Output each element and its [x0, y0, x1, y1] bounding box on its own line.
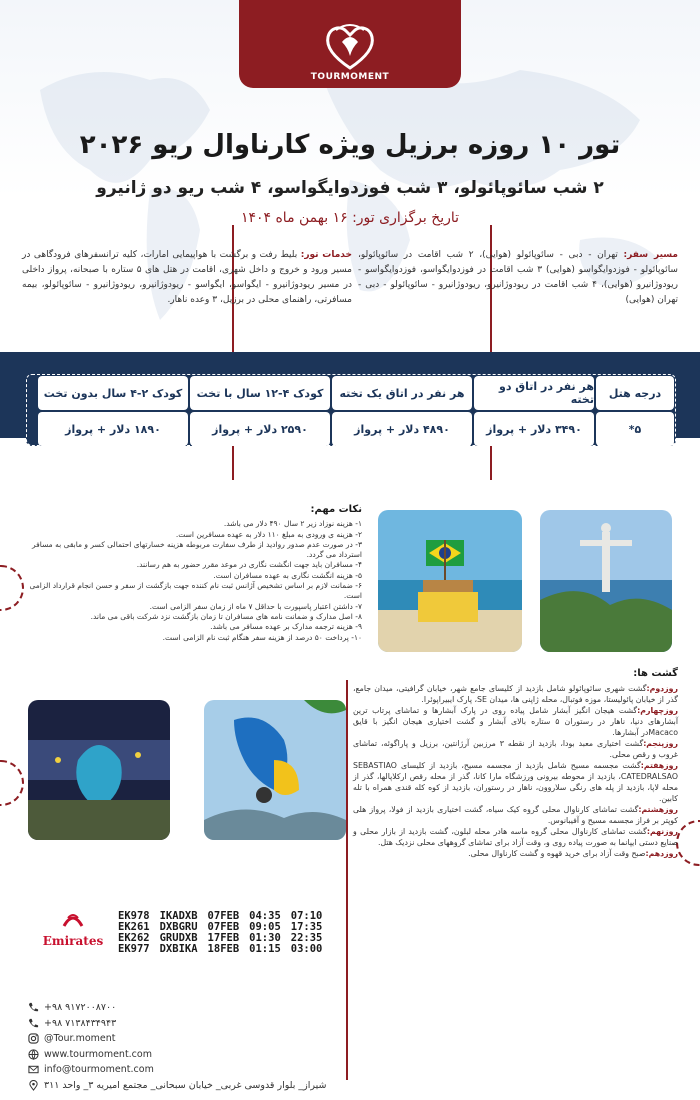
note-item: ۷- داشتن اعتبار پاسپورت با حداقل ۷ ماه از زمان سفر الزامی است. — [149, 601, 362, 611]
contact-phone — [28, 1016, 326, 1032]
flight-number: EK261 — [118, 921, 150, 933]
tour-text: گشت شهری سائوپائولو شامل بازدید از کلیسای جامع شهر، خیابان گرافیتی، میدان جامع، گذر از خیابان پائولیستا، موزه فوتبال، محله ژاپنی ها، میدان SE، پارک ایبیراپوئرا. — [353, 684, 678, 704]
price-cell-child-nobed: ۱۸۹۰ دلار + پرواز — [38, 412, 188, 446]
tour-date: تاریخ برگزاری تور: ۱۶ بهمن ماه ۱۴۰۴ — [240, 210, 460, 226]
tour-text: گشت تماشای کارناوال محلی گروه کیک سیاه، گشت اختیاری بازدید از فولا، پرواز هلی کوپتر بر فراز مجسمه مسیح و آفیبانوس. — [353, 805, 678, 825]
tour-item — [353, 826, 678, 848]
tours-list — [353, 668, 678, 859]
flight-date: 18FEB — [207, 943, 240, 955]
flight-arrival: 03:00 — [290, 943, 323, 955]
price-cell-hotel: ۵* — [596, 412, 674, 446]
tour-item — [353, 705, 678, 738]
tour-item — [353, 848, 678, 859]
flight-number: EK977 — [118, 943, 150, 955]
price-table — [26, 374, 676, 446]
flight-route: DXBGRU — [159, 921, 198, 933]
address-text: شیراز_ بلوار قدوسی غربی_ خیابان سبحانی_ مجتمع امیریه ۳_ واحد ۳۱۱ — [44, 1079, 327, 1091]
flight-departure: 01:15 — [249, 943, 281, 955]
contact-instagram — [28, 1031, 326, 1047]
services-label: خدمات تور: — [300, 250, 352, 260]
note-item: ۴- مسافران باید جهت انگشت نگاری در موعد مقرر حضور به هم رسانند. — [136, 560, 362, 570]
tour-day: روزهفتم: — [640, 761, 678, 770]
flight-schedule — [118, 911, 322, 955]
route-text: تهران - دبی - سائوپائولو (هوایی)، ۲ شب اقامت در سائوپائولو، سائوپائولو - فوزدوایگواسو (هوایی) ۳ شب اقامت در فوزدوایگواسو، فوزدوایگواسو - ریودوژانیرو (هوایی)، ۴ شب اقامت در ریودوژانیرو، ریودوژانیرو - سائوپائولو - دبی - تهران (هوایی) — [358, 250, 678, 305]
phone-icon — [28, 1002, 39, 1013]
flight-number: EK262 — [118, 932, 150, 944]
services-text: بلیط رفت و برگشت با هواپیمایی امارات، کلیه ترانسفرهای فرودگاهی در مسیر ورود و خروج و داخل شهری، اقامت در هتل های ۵ ستاره با صبحانه، پرواز داخلی در مسیر ریودوژانیرو - ایگواسو، ایگواسو - ریودوژانیرو، ریودوژانیرو - سائوپائولو، بیمه مسافرتی، راهنمای محلی در برزیل، ۳ وعده ناهار. — [22, 250, 352, 305]
tour-text: گشت اختیاری معبد بودا، بازدید از نقطه ۳ مرزبین آرژانتین، برزیل و پاراگوئه، تماشای غروب و رقص محلی. — [353, 739, 678, 759]
price-header-single: هر نفر در اتاق یک تخته — [332, 376, 472, 410]
price-header-double: هر نفر در اتاق دو تخته — [474, 376, 594, 410]
emirates-logo — [38, 908, 108, 948]
flight-route: GRUDXB — [159, 932, 198, 944]
page-subtitle: ۲ شب سائوپائولو، ۳ شب فوزدوایگواسو، ۴ شب ریو دو ژانیرو — [96, 178, 604, 198]
price-cell-single: ۴۸۹۰ دلار + پرواز — [332, 412, 472, 446]
note-item: ۹- هزینه ترجمه مدارک بر عهده مسافر می باشد. — [210, 622, 362, 632]
phone-number[interactable]: +۹۸ ۹۱۷۲۰۰۸۷۰۰ — [44, 1002, 117, 1013]
flight-departure: 09:05 — [249, 921, 281, 933]
page-title: تور ۱۰ روزه برزیل ویژه کارناوال ریو ۲۰۲۶ — [79, 130, 621, 160]
flight-arrival: 22:35 — [290, 932, 323, 944]
heart-logo-icon — [322, 22, 378, 72]
tour-text: صبح وقت آزاد برای خرید قهوه و گشت کارناوال محلی. — [468, 849, 646, 858]
note-item: ۱۰- پرداخت ۵۰ درصد از هزینه سفر هنگام ثبت نام الزامی است. — [162, 632, 362, 642]
tour-day: روزدهم: — [645, 849, 678, 858]
note-item: ۵- هزینه انگشت نگاری به عهده مسافران است. — [213, 570, 362, 580]
brand-name: TOURMOMENT — [310, 72, 390, 82]
tours-title: گشت ها: — [633, 668, 678, 679]
tour-text: گشت تماشای کارناوال محلی گروه ماسه هادر محله لبلون، گشت بازدید از بازار محلی و صنایع دستی ایپانما به صورت پیاده روی و، وقت آزاد برای تماشای گروههای محلی نزدیک هتل. — [353, 827, 678, 847]
email-link[interactable]: info@tourmoment.com — [44, 1064, 154, 1075]
decorative-dashed-circle — [676, 820, 700, 866]
flight-date: 07FEB — [207, 921, 240, 933]
flight-date: 07FEB — [207, 910, 240, 922]
note-item: ۱- هزینه نوزاد زیر ۲ سال ۴۹۰ دلار می باشد. — [223, 519, 362, 529]
note-item: ۲- هزینه ی ورودی به مبلغ ۱۱۰ دلار به عهده مسافرین است. — [175, 529, 362, 539]
tour-item — [353, 738, 678, 760]
tour-item — [353, 804, 678, 826]
flight-number: EK978 — [118, 910, 150, 922]
flight-route: IKADXB — [159, 910, 198, 922]
note-item: ۶- ضمانت لازم بر اساس تشخیص آژانس ثبت نام کننده جهت بازگشت از سفر و حسن انجام قرارداد الزامی است. — [29, 581, 362, 601]
services-description — [22, 248, 352, 308]
important-notes — [22, 505, 362, 643]
note-item: ۳- در صورت عدم صدور روادید از طرف سفارت مربوطه هزینه خسارتهای احتمالی کسر و مابقی به مسافر استرداد می گردد. — [31, 539, 362, 560]
flight-departure: 04:35 — [249, 910, 281, 922]
flight-arrival: 17:35 — [290, 921, 323, 933]
price-header-child-bed: کودک ۴-۱۲ سال با تخت — [190, 376, 330, 410]
instagram-handle[interactable]: @Tour.moment — [44, 1033, 116, 1044]
emirates-emblem-icon — [60, 908, 86, 930]
tour-day: روزهشتم: — [638, 805, 678, 814]
phone-icon — [28, 1018, 39, 1029]
contact-email — [28, 1062, 326, 1078]
flight-arrival: 07:10 — [290, 910, 323, 922]
contact-info — [28, 1000, 326, 1093]
airline-name: Emirates — [42, 934, 104, 948]
price-header-hotel: درجه هتل — [596, 376, 674, 410]
photo-christ-redeemer — [540, 510, 672, 652]
instagram-icon — [28, 1033, 39, 1044]
email-icon — [28, 1064, 39, 1075]
contact-address — [28, 1078, 326, 1094]
divider-line-bottom — [346, 680, 348, 1080]
brand-logo — [239, 0, 461, 88]
contact-website — [28, 1047, 326, 1063]
location-pin-icon — [28, 1080, 39, 1091]
tour-item — [353, 760, 678, 804]
route-description — [358, 248, 678, 308]
contact-phone — [28, 1000, 326, 1016]
tour-day: روزدوم: — [646, 684, 678, 693]
divider-line-middle — [232, 440, 234, 480]
price-header-child-nobed: کودک ۲-۴ سال بدون تخت — [38, 376, 188, 410]
photo-carnival — [28, 700, 170, 840]
globe-icon — [28, 1049, 39, 1060]
note-item: ۸- اصل مدارک و ضمانت نامه های مسافران تا زمان بازگشت نزد شرکت باقی می ماند. — [90, 611, 362, 621]
divider-line-middle — [490, 440, 492, 480]
route-label: مسیر سفر: — [623, 250, 678, 260]
notes-title: نکات مهم: — [310, 504, 362, 515]
price-cell-child-bed: ۲۵۹۰ دلار + پرواز — [190, 412, 330, 446]
tour-item — [353, 683, 678, 705]
photo-beach-flag — [378, 510, 522, 652]
decorative-dashed-circle — [0, 760, 24, 806]
tour-day: روزچهارم: — [637, 706, 678, 715]
flight-departure: 01:30 — [249, 932, 281, 944]
phone-number[interactable]: +۹۸ ۷۱۳۸۴۳۴۹۴۳ — [44, 1017, 117, 1029]
flight-row — [118, 944, 322, 955]
decorative-dashed-circle — [0, 565, 24, 611]
flight-route: DXBIKA — [159, 943, 198, 955]
tour-day: روزپنجم: — [643, 739, 678, 748]
flight-date: 17FEB — [207, 932, 240, 944]
photo-macaw — [204, 700, 346, 840]
website-link[interactable]: www.tourmoment.com — [44, 1048, 152, 1060]
tour-day: روزنهم: — [646, 827, 678, 836]
tour-text: گشت هیجان انگیز آبشار شامل پیاده روی در پارک آبشارها و تماشای پرتاب ترین آبشارهای دنیا، ناهار در رستوران ۵ ستاره بالای آبشار و گشت اختیاری هیجان انگیز با قایق Macacoدر آبشارها. — [353, 706, 678, 737]
price-cell-double: ۳۴۹۰ دلار + پرواز — [474, 412, 594, 446]
tour-text: گشت مجسمه مسیح شامل بازدید از مجسمه مسیح، بازدید از کلیسای SEBASTIAO CATEDRALSAO، بازدید از محوطه بیرونی ورزشگاه مارا کانا، گذر از محله رقص ارکلاپالها، گذر از محله لاپا، بازدید از پله های رنگی سلاروون، ناهار در رستوران، بازدید از کوه کله قندی همراه با تله کابین. — [353, 761, 678, 803]
